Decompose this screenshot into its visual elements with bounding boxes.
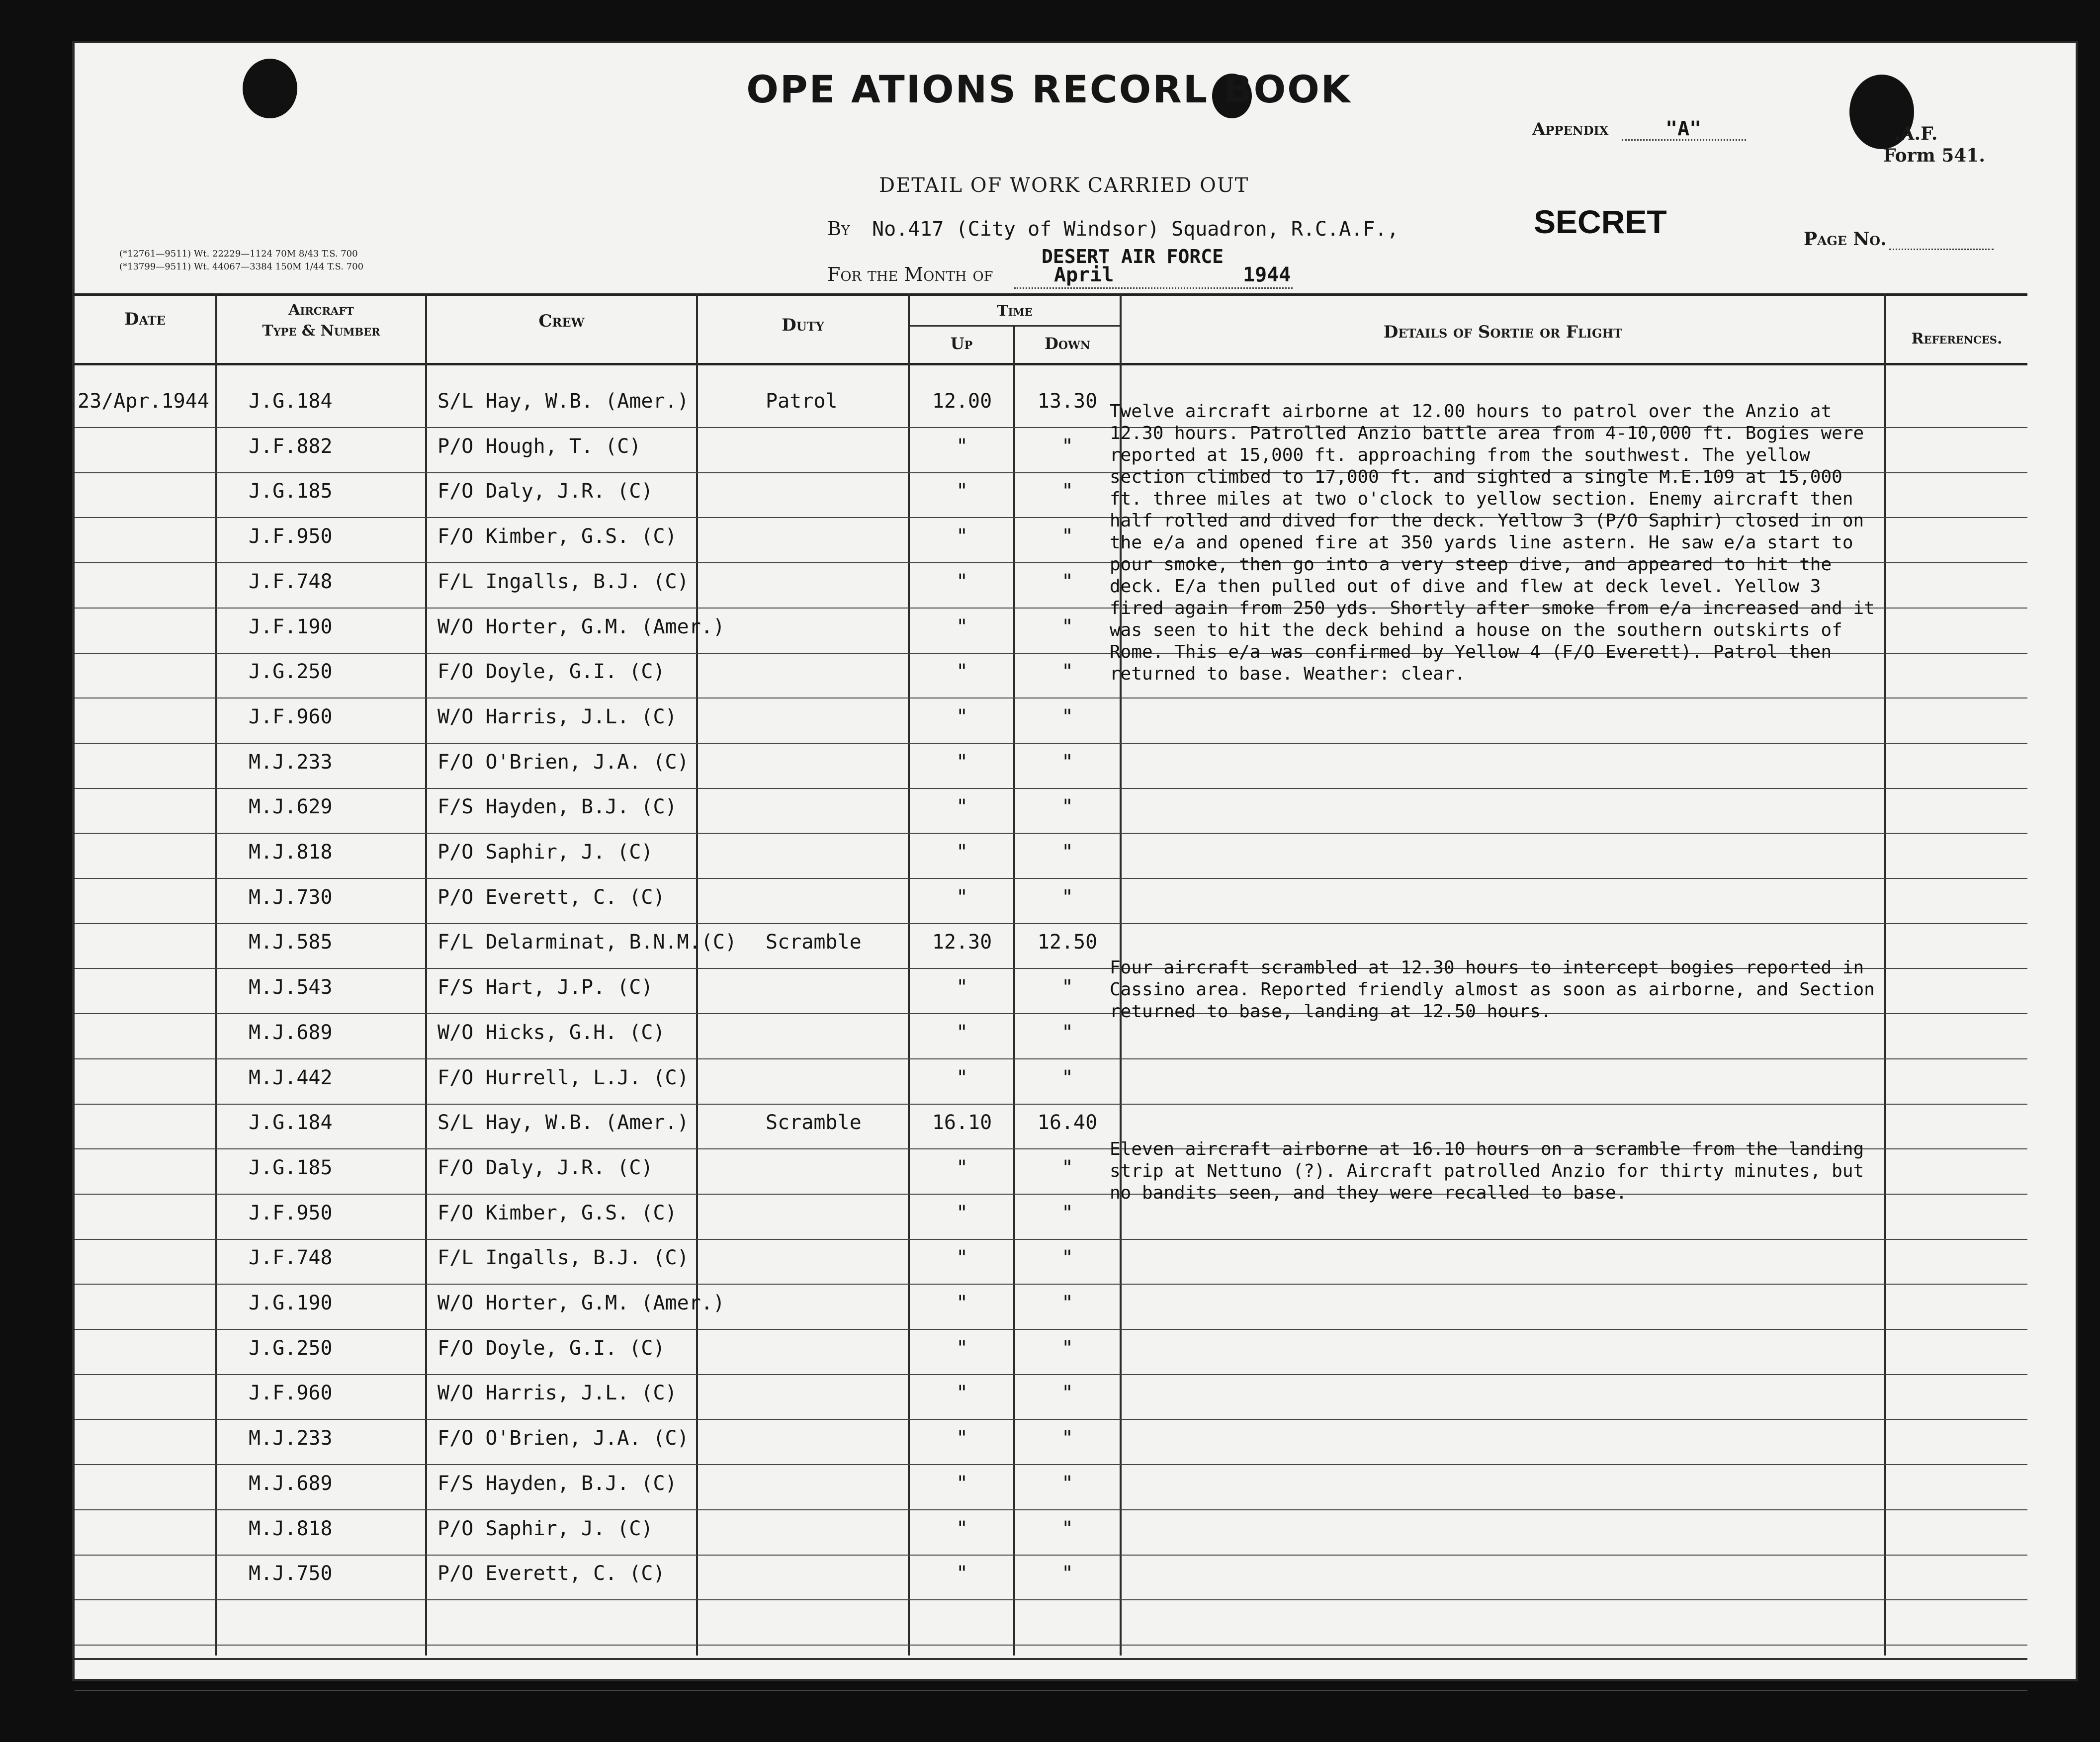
row-aircraft: J.G.184 xyxy=(249,1111,333,1134)
row-up-time: " xyxy=(956,480,968,503)
row-down-time: " xyxy=(1061,841,1074,864)
row-aircraft: J.F.950 xyxy=(249,1202,333,1224)
row-rule xyxy=(75,788,2027,789)
row-rule xyxy=(75,1464,2027,1465)
row-crew: P/O Hough, T. (C) xyxy=(438,435,641,458)
row-down-time: " xyxy=(1061,1472,1074,1495)
row-rule xyxy=(75,878,2027,879)
row-crew: F/O Doyle, G.I. (C) xyxy=(438,660,665,683)
col-down-heading: Down xyxy=(1045,334,1090,353)
row-up-time: " xyxy=(956,525,968,548)
row-up-time: " xyxy=(956,1517,968,1540)
row-down-time: " xyxy=(1061,570,1074,593)
row-aircraft: J.G.250 xyxy=(249,660,333,683)
row-aircraft: J.F.190 xyxy=(249,615,333,638)
row-up-time: 12.00 xyxy=(932,390,992,413)
row-up-time: " xyxy=(956,660,968,683)
row-crew: W/O Hicks, G.H. (C) xyxy=(438,1021,665,1044)
row-up-time: " xyxy=(956,570,968,593)
row-rule xyxy=(75,1419,2027,1420)
row-down-time: " xyxy=(1061,660,1074,683)
row-aircraft: M.J.233 xyxy=(249,1427,333,1450)
row-up-time: " xyxy=(956,1066,968,1089)
row-crew: F/O Daly, J.R. (C) xyxy=(438,1156,653,1179)
form-number: Form 541. xyxy=(1883,145,1985,166)
row-down-time: " xyxy=(1061,1292,1074,1314)
row-up-time: " xyxy=(956,1382,968,1404)
row-aircraft: M.J.818 xyxy=(249,1517,333,1540)
row-rule xyxy=(75,1284,2027,1285)
row-crew: P/O Everett, C. (C) xyxy=(438,1562,665,1585)
row-aircraft: M.J.689 xyxy=(249,1472,333,1495)
row-aircraft: M.J.233 xyxy=(249,751,333,774)
row-crew: F/O Hurrell, L.J. (C) xyxy=(438,1066,689,1089)
row-up-time: " xyxy=(956,751,968,774)
row-aircraft: M.J.730 xyxy=(249,886,333,909)
appendix-dotted-line xyxy=(1622,139,1746,141)
unit-value: No.417 (City of Windsor) Squadron, R.C.A.F., xyxy=(872,218,1399,241)
row-down-time: 12.50 xyxy=(1037,931,1098,954)
row-down-time: " xyxy=(1061,435,1074,458)
col-aircraft-heading-2: Type & Number xyxy=(262,322,380,340)
col-up-heading: Up xyxy=(950,334,973,353)
col-rule-crew xyxy=(696,294,698,1655)
month-value: April xyxy=(1054,263,1114,286)
row-rule xyxy=(75,1058,2027,1059)
row-crew: F/O Kimber, G.S. (C) xyxy=(438,525,677,548)
row-crew: S/L Hay, W.B. (Amer.) xyxy=(438,390,689,413)
appendix-label: Appendix xyxy=(1532,119,1609,139)
page-number-label: Page No. xyxy=(1804,229,1887,250)
row-down-time: " xyxy=(1061,1427,1074,1450)
row-down-time: " xyxy=(1061,751,1074,774)
row-down-time: " xyxy=(1061,1246,1074,1269)
row-rule xyxy=(75,833,2027,834)
row-aircraft: J.G.250 xyxy=(249,1337,333,1360)
row-up-time: " xyxy=(956,1472,968,1495)
row-down-time: " xyxy=(1061,480,1074,503)
row-crew: W/O Harris, J.L. (C) xyxy=(438,1382,677,1404)
row-up-time: " xyxy=(956,705,968,728)
row-up-time: " xyxy=(956,1202,968,1224)
col-rule-up xyxy=(1013,326,1015,1655)
unit-line-2: DESERT AIR FORCE xyxy=(1042,246,1224,267)
row-up-time: " xyxy=(956,435,968,458)
col-aircraft-heading-1: Aircraft xyxy=(288,301,354,319)
row-down-time: " xyxy=(1061,1202,1074,1224)
row-down-time: " xyxy=(1061,1517,1074,1540)
row-aircraft: M.J.689 xyxy=(249,1021,333,1044)
row-aircraft: J.G.185 xyxy=(249,1156,333,1179)
month-dotted-line xyxy=(1014,287,1293,289)
row-aircraft: J.G.185 xyxy=(249,480,333,503)
row-crew: P/O Everett, C. (C) xyxy=(438,886,665,909)
col-date-heading: Date xyxy=(124,309,166,329)
row-crew: P/O Saphir, J. (C) xyxy=(438,1517,653,1540)
col-rule-duty xyxy=(908,294,910,1655)
row-rule xyxy=(75,697,2027,698)
row-up-time: " xyxy=(956,1292,968,1314)
row-down-time: " xyxy=(1061,615,1074,638)
row-crew: S/L Hay, W.B. (Amer.) xyxy=(438,1111,689,1134)
row-aircraft: J.F.748 xyxy=(249,1246,333,1269)
year-value: 1944 xyxy=(1243,263,1291,286)
row-up-time: 12.30 xyxy=(932,931,992,954)
by-label: By xyxy=(827,218,850,240)
row-rule xyxy=(75,923,2027,924)
secret-stamp: SECRET xyxy=(1534,203,1667,240)
row-down-time: " xyxy=(1061,705,1074,728)
row-rule xyxy=(75,743,2027,744)
row-crew: F/O Daly, J.R. (C) xyxy=(438,480,653,503)
row-down-time: " xyxy=(1061,886,1074,909)
row-rule xyxy=(75,1329,2027,1330)
row-down-time: " xyxy=(1061,1021,1074,1044)
punch-hole-left xyxy=(243,59,297,118)
row-aircraft: J.F.882 xyxy=(249,435,333,458)
row-down-time: " xyxy=(1061,795,1074,818)
row-aircraft: J.F.748 xyxy=(249,570,333,593)
row-up-time: " xyxy=(956,841,968,864)
row-up-time: " xyxy=(956,1337,968,1360)
row-down-time: " xyxy=(1061,525,1074,548)
subtitle: DETAIL OF WORK CARRIED OUT xyxy=(879,174,1249,197)
month-label: For the Month of xyxy=(827,263,993,285)
row-crew: P/O Saphir, J. (C) xyxy=(438,841,653,864)
row-rule xyxy=(75,1239,2027,1240)
row-rule xyxy=(75,1104,2027,1105)
row-aircraft: J.F.950 xyxy=(249,525,333,548)
row-rule xyxy=(75,1509,2027,1510)
row-aircraft: M.J.442 xyxy=(249,1066,333,1089)
appendix-value: "A" xyxy=(1665,117,1702,140)
col-time-heading: Time xyxy=(997,302,1033,320)
col-duty-heading: Duty xyxy=(782,315,824,335)
row-rule xyxy=(75,1555,2027,1556)
row-down-time: " xyxy=(1061,1066,1074,1089)
row-crew: F/O Kimber, G.S. (C) xyxy=(438,1202,677,1224)
row-duty: Scramble xyxy=(766,931,862,954)
row-crew: W/O Horter, G.M. (Amer.) xyxy=(438,1292,725,1314)
row-rule xyxy=(75,1599,2027,1600)
row-aircraft: J.F.960 xyxy=(249,705,333,728)
row-crew: F/O O'Brien, J.A. (C) xyxy=(438,1427,689,1450)
row-crew: W/O Harris, J.L. (C) xyxy=(438,705,677,728)
row-crew: F/S Hayden, B.J. (C) xyxy=(438,1472,677,1495)
row-up-time: 16.10 xyxy=(932,1111,992,1134)
row-aircraft: M.J.585 xyxy=(249,931,333,954)
row-up-time: " xyxy=(956,1021,968,1044)
col-references-heading: References. xyxy=(1911,330,2003,348)
row-duty: Patrol xyxy=(766,390,838,413)
header-bottom-rule xyxy=(75,363,2027,365)
col-details-heading: Details of Sortie or Flight xyxy=(1383,322,1623,342)
row-crew: F/S Hayden, B.J. (C) xyxy=(438,795,677,818)
sortie-details-scramble-1: Four aircraft scrambled at 12.30 hours to intercept bogies reported in Cassino area. Reported friendly almost as soon as airborne, and Section returned to base, landing at 12.50 hours. xyxy=(1110,958,1886,1022)
row-down-time: " xyxy=(1061,1382,1074,1404)
row-up-time: " xyxy=(956,976,968,999)
col-crew-heading: Crew xyxy=(538,311,585,331)
row-rule xyxy=(75,1690,2027,1691)
row-crew: F/L Delarminat, B.N.M.(C) xyxy=(438,931,737,954)
row-up-time: " xyxy=(956,886,968,909)
row-crew: F/O O'Brien, J.A. (C) xyxy=(438,751,689,774)
row-crew: F/O Doyle, G.I. (C) xyxy=(438,1337,665,1360)
row-down-time: 13.30 xyxy=(1037,390,1098,413)
row-aircraft: M.J.543 xyxy=(249,976,333,999)
col-rule-date xyxy=(215,294,217,1655)
row-aircraft: M.J.629 xyxy=(249,795,333,818)
page-title: OPE ATIONS RECORL BOOK xyxy=(746,67,1352,111)
sortie-details-scramble-2: Eleven aircraft airborne at 16.10 hours on a scramble from the landing strip at Nettuno (?). Aircraft patrolled Anzio for thirty minutes, but no bandits seen, and they were recalled to base. xyxy=(1110,1139,1875,1203)
print-code-2: (*13799—9511) Wt. 44067—3384 150M 1/44 T.S. 700 xyxy=(119,261,364,272)
row-crew: F/L Ingalls, B.J. (C) xyxy=(438,570,689,593)
row-aircraft: M.J.750 xyxy=(249,1562,333,1585)
row-up-time: " xyxy=(956,795,968,818)
row-crew: W/O Horter, G.M. (Amer.) xyxy=(438,615,725,638)
row-duty: Scramble xyxy=(766,1111,862,1134)
row-aircraft: J.F.960 xyxy=(249,1382,333,1404)
row-down-time: " xyxy=(1061,1337,1074,1360)
row-crew: F/L Ingalls, B.J. (C) xyxy=(438,1246,689,1269)
row-down-time: " xyxy=(1061,976,1074,999)
print-code-1: (*12761—9511) Wt. 22229—1124 70M 8/43 T.S. 700 xyxy=(119,249,358,259)
row-up-time: " xyxy=(956,1562,968,1585)
sortie-details-patrol: Twelve aircraft airborne at 12.00 hours to patrol over the Anzio at 12.30 hours. Patrolled Anzio battle area from 4-10,000 ft. Bogies were reported at 15,000 ft. approaching from the southwest. The yellow section climbed to 17,000 ft. and sighted a single M.E.109 at 15,000 ft. three miles at two o'clock to yellow section. Enemy aircraft then half rolled and dived for the deck. Yellow 3 (P/O Saphir) closed in on the e/a and opened fire at 350 yards line astern. He saw e/a start to pour smoke, then go into a very steep dive, and appeared to hit the deck. E/a then pulled out of dive and flew at deck level. Yellow 3 fired again from 250 yds. Shortly after smoke from e/a increased and it was seen to hit the deck behind a house on the southern outskirts of Rome. This e/a was confirmed by Yellow 4 (F/O Everett). Patrol then returned to base. Weather: clear. xyxy=(1110,401,1886,684)
row-down-time: 16.40 xyxy=(1037,1111,1098,1134)
row-up-time: " xyxy=(956,1156,968,1179)
row-rule xyxy=(75,1374,2027,1375)
col-rule-aircraft xyxy=(425,294,427,1655)
row-up-time: " xyxy=(956,615,968,638)
page-number-dotted-line xyxy=(1889,249,1994,250)
row-up-time: " xyxy=(956,1427,968,1450)
form-label: .A.F. xyxy=(1894,123,1938,144)
row-aircraft: J.G.184 xyxy=(249,390,333,413)
row-aircraft: M.J.818 xyxy=(249,841,333,864)
row-down-time: " xyxy=(1061,1156,1074,1179)
row-crew: F/S Hart, J.P. (C) xyxy=(438,976,653,999)
row-up-time: " xyxy=(956,1246,968,1269)
row-rule xyxy=(75,1645,2027,1646)
row-down-time: " xyxy=(1061,1562,1074,1585)
row-aircraft: J.G.190 xyxy=(249,1292,333,1314)
row-date: 23/Apr.1944 xyxy=(78,390,209,413)
